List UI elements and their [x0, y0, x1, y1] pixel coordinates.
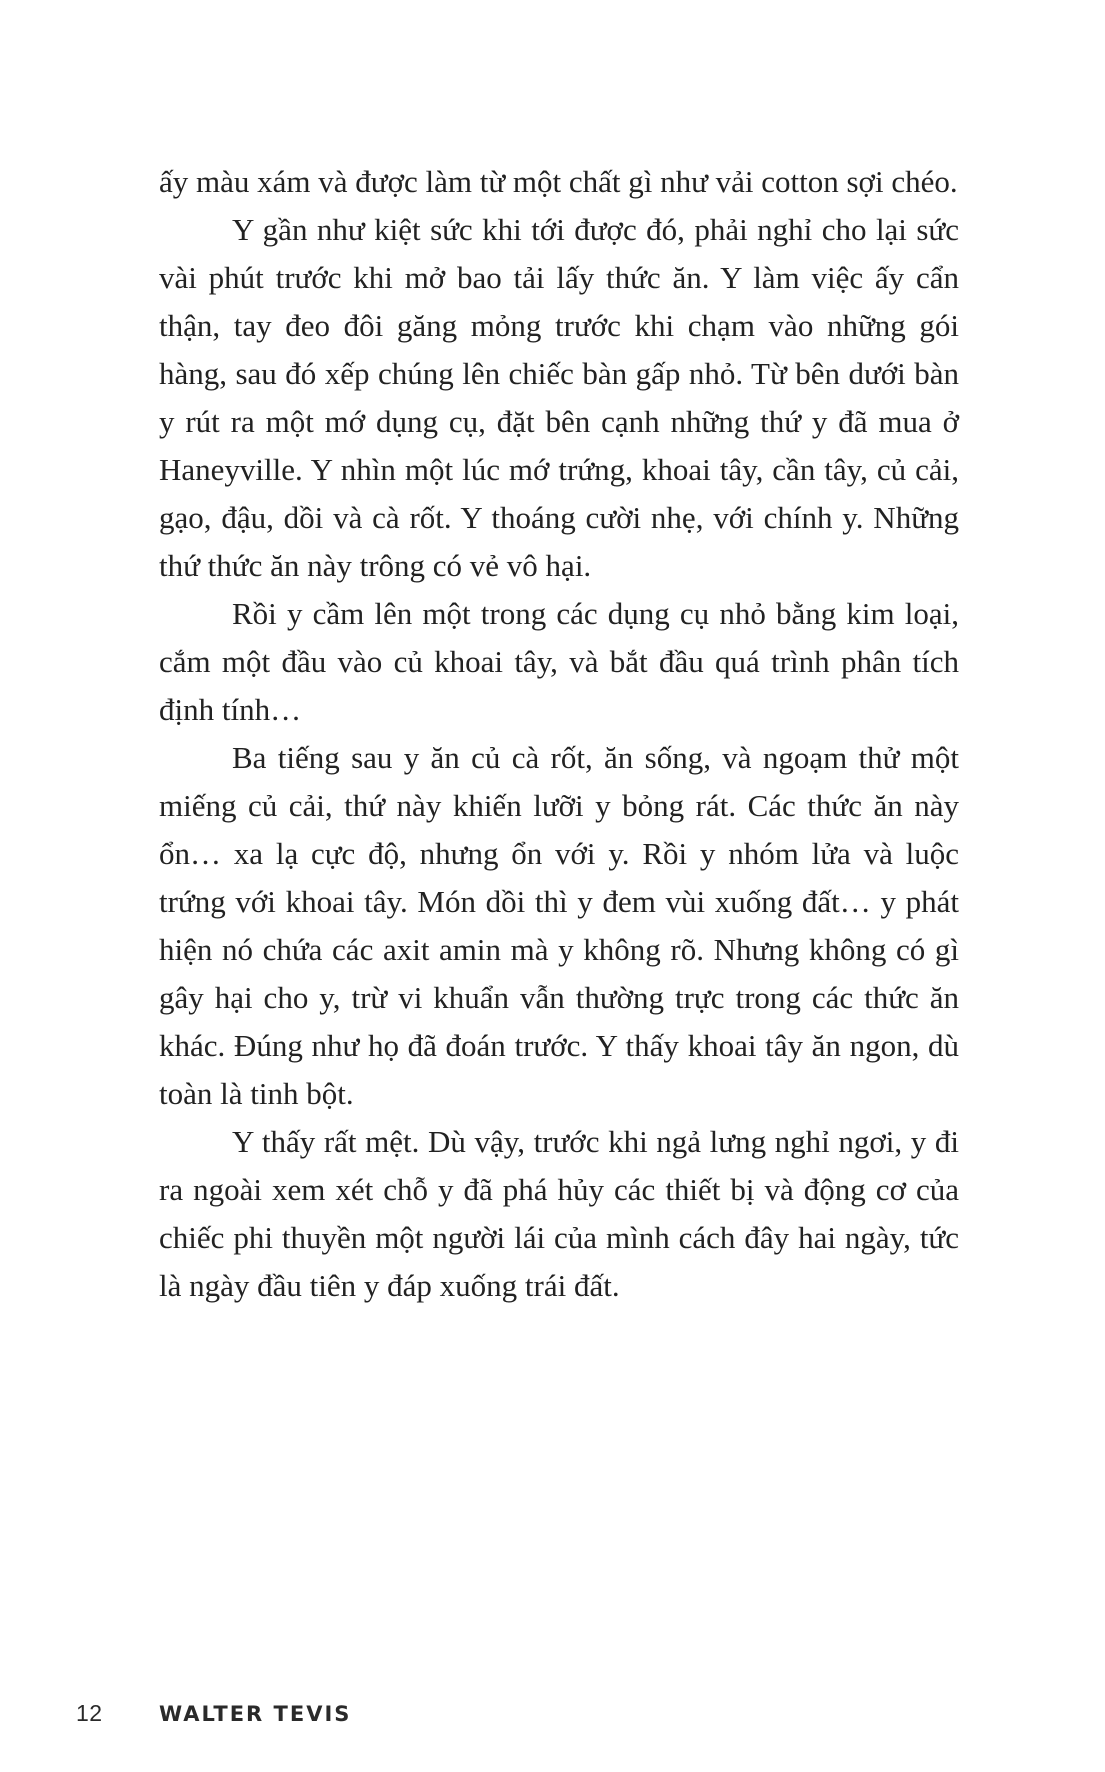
- running-head-author: WALTER TEVIS: [159, 1702, 352, 1726]
- page-body-text: [159, 158, 959, 1310]
- page-footer: [76, 1700, 351, 1732]
- page-number: 12: [76, 1700, 103, 1726]
- paragraph: Y thấy rất mệt. Dù vậy, trước khi ngả lưng nghỉ ngơi, y đi ra ngoài xem xét chỗ y đã phá hủy các thiết bị và động cơ của chiếc phi thuyền một người lái của mình cách đây hai ngày, tức là ngày đầu tiên y đáp xuống trái đất.: [159, 1124, 959, 1303]
- paragraph: Rồi y cầm lên một trong các dụng cụ nhỏ bằng kim loại, cắm một đầu vào củ khoai tây, và bắt đầu quá trình phân tích định tính…: [159, 596, 959, 727]
- paragraph: Ba tiếng sau y ăn củ cà rốt, ăn sống, và ngoạm thử một miếng củ cải, thứ này khiến lưỡi y bỏng rát. Các thức ăn này ổn… xa lạ cực độ, nhưng ổn với y. Rồi y nhóm lửa và luộc trứng với khoai tây. Món dồi thì y đem vùi xuống đất… y phát hiện nó chứa các axit amin mà y không rõ. Nhưng không có gì gây hại cho y, trừ vi khuẩn vẫn thường trực trong các thức ăn khác. Đúng như họ đã đoán trước. Y thấy khoai tây ăn ngon, dù toàn là tinh bột.: [159, 740, 959, 1111]
- paragraph: Y gần như kiệt sức khi tới được đó, phải nghỉ cho lại sức vài phút trước khi mở bao tải lấy thức ăn. Y làm việc ấy cẩn thận, tay đeo đôi găng mỏng trước khi chạm vào những gói hàng, sau đó xếp chúng lên chiếc bàn gấp nhỏ. Từ bên dưới bàn y rút ra một mớ dụng cụ, đặt bên cạnh những thứ y đã mua ở Haneyville. Y nhìn một lúc mớ trứng, khoai tây, cần tây, củ cải, gạo, đậu, dồi và cà rốt. Y thoáng cười nhẹ, với chính y. Những thứ thức ăn này trông có vẻ vô hại.: [159, 212, 959, 583]
- paragraph-continuation: ấy màu xám và được làm từ một chất gì như vải cotton sợi chéo.: [159, 164, 958, 199]
